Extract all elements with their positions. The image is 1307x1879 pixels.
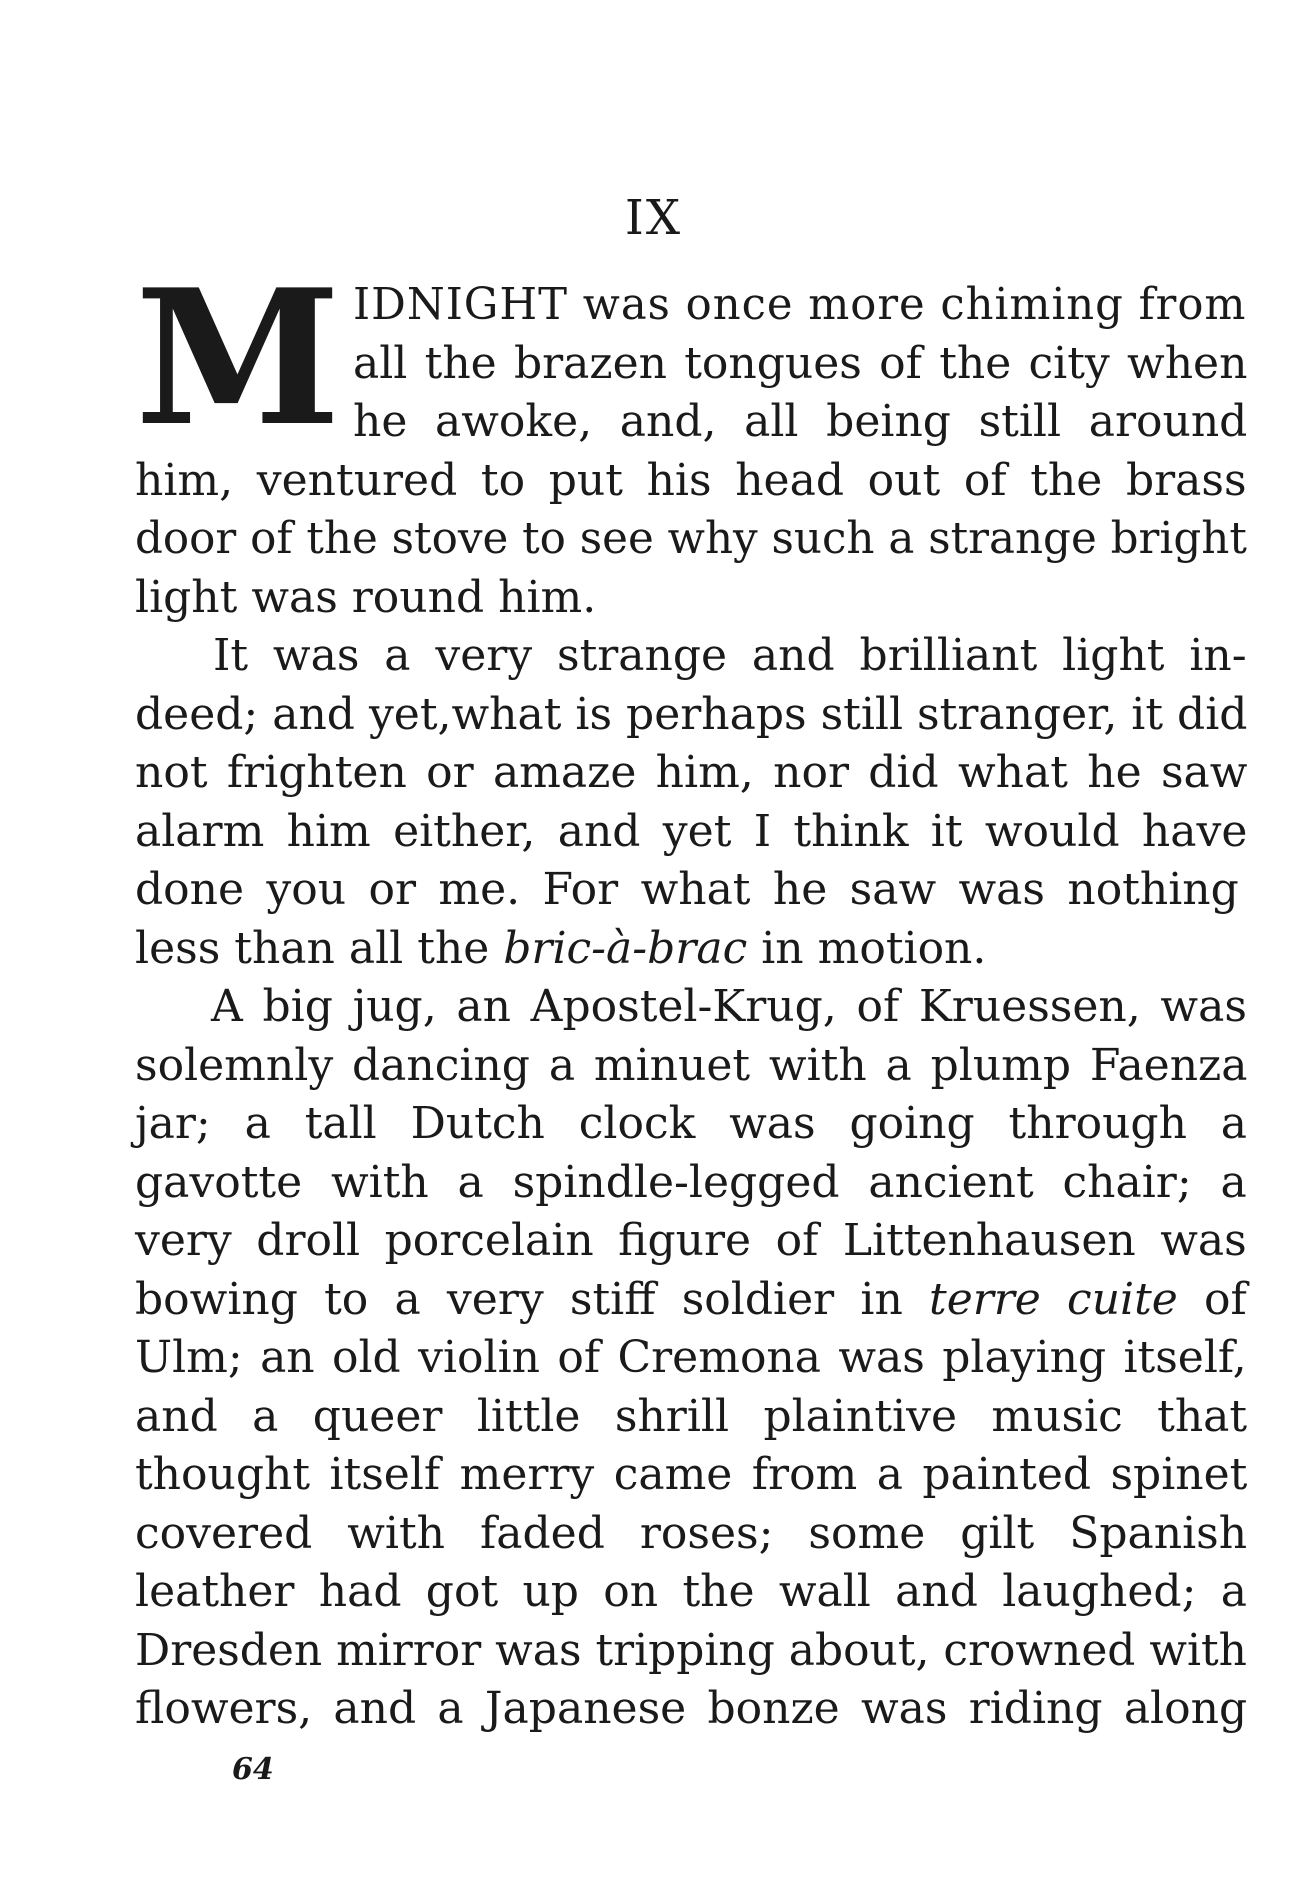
text-line	[135, 1329, 1247, 1388]
text-line	[135, 1505, 1247, 1564]
line-text	[135, 920, 986, 979]
line-text: It was a very strange and brilliant light in-	[213, 630, 1247, 681]
line-text-part: of	[1177, 1273, 1247, 1325]
line-text: done you or me. For what he saw was nothing	[135, 864, 1239, 915]
text-line	[135, 861, 1247, 920]
line-text: deed; and yet,what is perhaps still stranger, it did	[135, 688, 1248, 740]
text-line	[135, 1037, 1247, 1096]
text-line	[135, 1622, 1247, 1681]
line-text-part: less than all the	[135, 922, 504, 974]
text-line	[135, 1446, 1247, 1505]
line-text: thought itself merry came from a painted spinet	[135, 1449, 1248, 1500]
text-line	[135, 1388, 1247, 1447]
line-text: and a queer little shrill plaintive music that	[135, 1390, 1248, 1442]
line-text: flowers, and a Japanese bonze was riding along	[135, 1683, 1248, 1734]
line-text	[135, 1271, 1247, 1330]
text-line	[135, 335, 1247, 394]
text-line	[135, 1212, 1247, 1271]
line-text: light was round him.	[135, 571, 597, 623]
text-line	[135, 744, 1247, 803]
text-line	[135, 1680, 1247, 1739]
text-line	[135, 1563, 1247, 1622]
line-text-part: in motion.	[747, 922, 987, 974]
text-line	[135, 1095, 1247, 1154]
line-text: gavotte with a spindle-legged ancient chair; a	[135, 1156, 1247, 1208]
text-line	[135, 686, 1247, 745]
line-text: door of the stove to see why such a strange bright	[135, 513, 1247, 564]
body-text	[135, 276, 1247, 1739]
line-text: Dresden mirror was tripping about, crowned with	[135, 1624, 1247, 1676]
text-line	[135, 978, 1247, 1037]
line-text: not frighten or amaze him, nor did what he saw	[135, 747, 1248, 798]
text-line	[135, 803, 1247, 862]
text-line	[135, 627, 1247, 686]
text-line	[135, 569, 1247, 628]
line-text: all the brazen tongues of the city when	[353, 337, 1248, 389]
line-text: leather had got up on the wall and laughed; a	[135, 1566, 1247, 1617]
text-line	[135, 276, 1247, 335]
page-number: 64	[232, 1752, 274, 1787]
line-text: covered with faded roses; some gilt Spanish	[135, 1507, 1248, 1559]
text-line	[135, 920, 1247, 979]
line-text: him, ventured to put his head out of the brass	[135, 454, 1247, 506]
text-line	[135, 510, 1247, 569]
line-text: alarm him either, and yet I think it would have	[135, 805, 1248, 857]
line-text: solemnly dancing a minuet with a plump Faenza	[135, 1039, 1248, 1091]
italic-phrase: terre cuite	[929, 1273, 1178, 1325]
line-text: he awoke, and, all being still around	[353, 396, 1248, 447]
line-text: IDNIGHT was once more chiming from	[353, 279, 1247, 330]
text-line	[135, 1271, 1247, 1330]
drop-cap-initial: M	[135, 248, 341, 467]
line-text-part: bowing to a very stiff soldier in	[135, 1273, 930, 1325]
line-text: very droll porcelain figure of Littenhausen was	[135, 1215, 1247, 1266]
line-text: Ulm; an old violin of Cremona was playing itself,	[135, 1332, 1247, 1383]
line-text: A big jug, an Apostel-Krug, of Kruessen, was	[211, 981, 1247, 1032]
text-line	[135, 452, 1247, 511]
text-line	[135, 1154, 1247, 1213]
chapter-number: IX	[624, 190, 683, 246]
line-text: jar; a tall Dutch clock was going through a	[135, 1098, 1248, 1149]
text-line	[135, 393, 1247, 452]
italic-phrase: bric-à-brac	[503, 922, 748, 974]
